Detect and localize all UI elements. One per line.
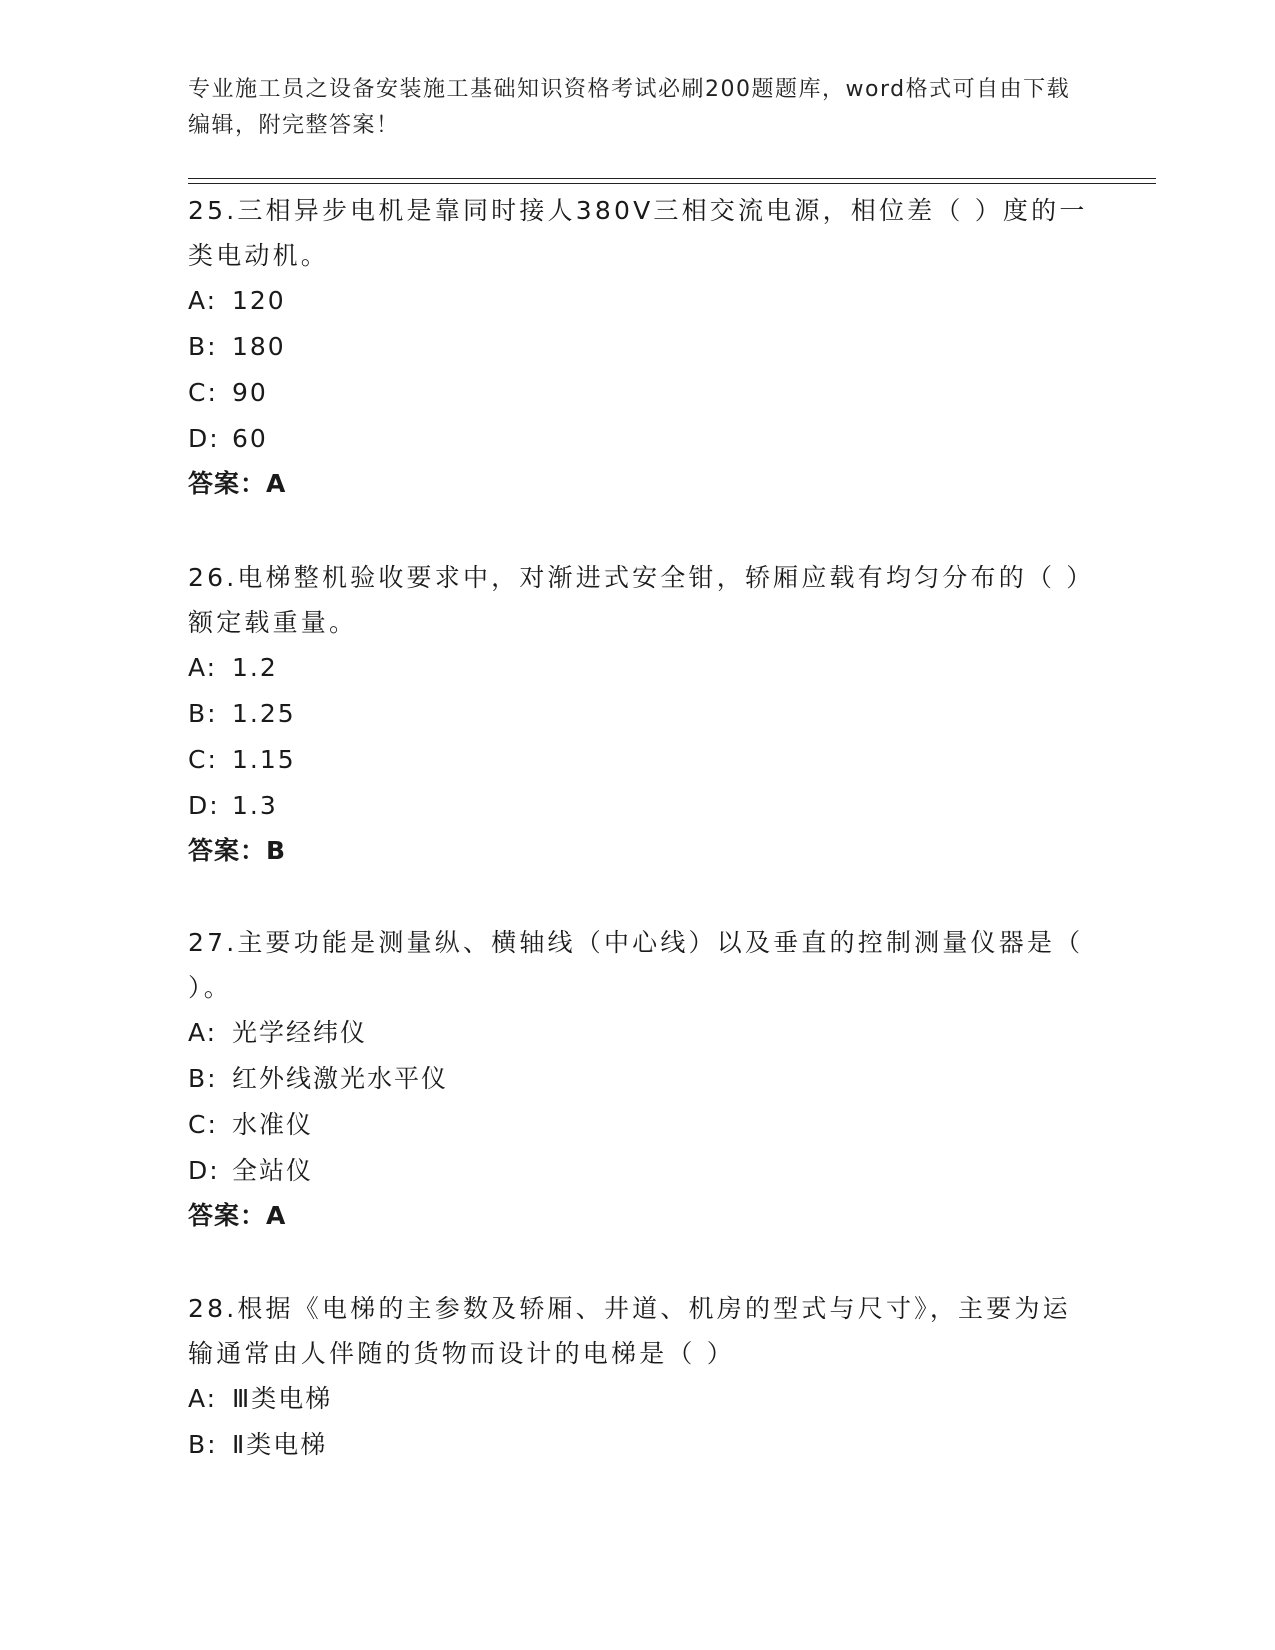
option-a (188, 645, 1088, 691)
option-b (188, 1422, 1088, 1468)
option-text: 1.3 (232, 791, 278, 820)
option-c (188, 1102, 1088, 1148)
option-text: 90 (232, 378, 268, 407)
option-letter: B: (188, 332, 218, 361)
option-letter: C: (188, 1110, 218, 1139)
answer-label: 答案：B (188, 836, 287, 865)
question-stem: 27.主要功能是测量纵、横轴线（中心线）以及垂直的控制测量仪器是（ ）。 (188, 928, 1084, 1002)
question-25 (188, 188, 1088, 506)
option-b (188, 691, 1088, 737)
answer-label: 答案：A (188, 469, 287, 498)
option-letter: A: (188, 286, 218, 315)
question-26 (188, 555, 1088, 873)
option-letter: B: (188, 1430, 218, 1459)
option-text: 120 (232, 286, 286, 315)
option-text: Ⅲ类电梯 (232, 1384, 333, 1413)
option-text: 1.25 (232, 699, 296, 728)
question-stem: 26.电梯整机验收要求中，对渐进式安全钳，轿厢应载有均匀分布的（ ）额定载重量。 (188, 563, 1083, 637)
option-a (188, 1010, 1088, 1056)
header-divider-top (188, 178, 1156, 179)
option-letter: A: (188, 1018, 218, 1047)
option-text: 光学经纬仪 (232, 1018, 368, 1047)
option-text: 1.2 (232, 653, 278, 682)
option-letter: B: (188, 699, 218, 728)
option-c (188, 737, 1088, 783)
answer-label: 答案：A (188, 1201, 287, 1230)
option-d (188, 416, 1088, 462)
option-letter: D: (188, 791, 220, 820)
question-stem: 28.根据《电梯的主参数及轿厢、井道、机房的型式与尺寸》，主要为运输通常由人伴随的货物而设计的电梯是（ ） (188, 1294, 1071, 1368)
option-text: 水准仪 (232, 1110, 314, 1139)
option-letter: A: (188, 1384, 218, 1413)
option-letter: C: (188, 745, 218, 774)
option-b (188, 324, 1088, 370)
option-text: 1.15 (232, 745, 296, 774)
option-b (188, 1056, 1088, 1102)
document-header (188, 72, 1088, 144)
question-stem: 25.三相异步电机是靠同时接人380V三相交流电源，相位差（ ）度的一类电动机。 (188, 196, 1088, 270)
option-letter: D: (188, 424, 220, 453)
option-d (188, 783, 1088, 829)
header-divider-bottom (188, 183, 1156, 184)
option-a (188, 1376, 1088, 1422)
option-c (188, 370, 1088, 416)
option-text: 180 (232, 332, 286, 361)
question-28 (188, 1286, 1088, 1468)
option-text: 红外线激光水平仪 (232, 1064, 449, 1093)
option-a (188, 278, 1088, 324)
option-letter: D: (188, 1156, 220, 1185)
option-d (188, 1148, 1088, 1194)
header-title: 专业施工员之设备安装施工基础知识资格考试必刷200题题库，word格式可自由下载编辑，附完整答案！ (188, 77, 1071, 138)
option-letter: C: (188, 378, 218, 407)
option-text: 全站仪 (232, 1156, 314, 1185)
option-text: Ⅱ类电梯 (232, 1430, 328, 1459)
option-text: 60 (232, 424, 268, 453)
option-letter: A: (188, 653, 218, 682)
question-27 (188, 920, 1088, 1238)
option-letter: B: (188, 1064, 218, 1093)
